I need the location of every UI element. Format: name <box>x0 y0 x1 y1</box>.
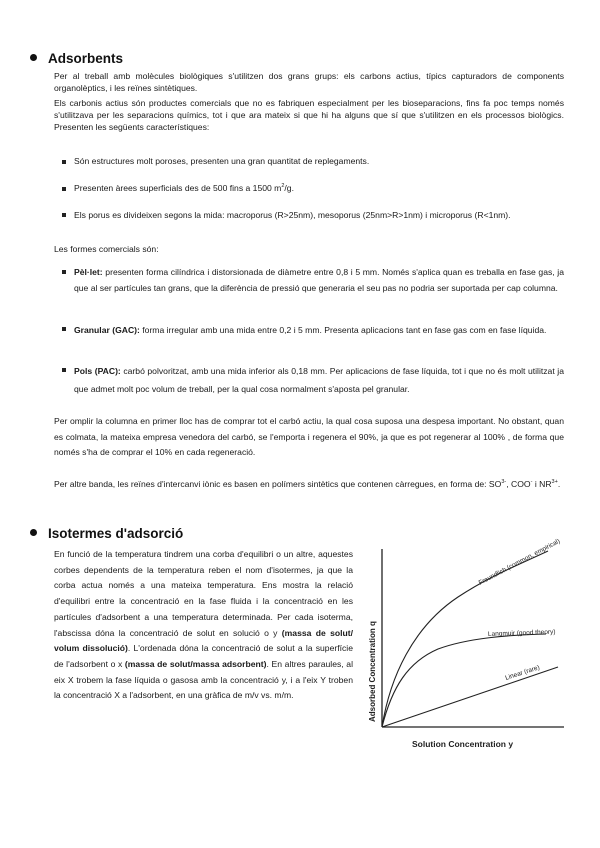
freundlich-label: Freundlich (common, empirical) <box>477 537 562 587</box>
bullet-dot-icon <box>30 529 37 536</box>
list-bullet-icon <box>62 213 66 217</box>
forms-intro: Les formes comercials són: <box>54 244 159 254</box>
isotherm-figure <box>368 537 568 757</box>
x-axis-label: Solution Concentration y <box>412 739 514 749</box>
feature-item-3: Els porus es divideixen segons la mida: macroporus (R>25nm), mesoporus (25nm>R>1nm) i microporus (R<1nm). <box>74 210 511 220</box>
langmuir-label: Langmuir (good theory) <box>487 628 556 638</box>
intro-paragraph-2: Els carbonis actius són productes comercials que no es fabriquen especialment per les bioseparacions, fins fa poc temps només s'utilitzava per les separacions químics, tot i que ara mateix si que hi ha alguns que sí que s'utilitzen en els processos biològics. Presenten les següents característiques: <box>54 98 564 132</box>
list-bullet-icon <box>62 187 66 191</box>
section-heading-adsorbents: Adsorbents <box>30 51 123 66</box>
intro-paragraph-1: Per al treball amb molècules biològiques s'utilitzen dos grans grups: els carbons actius, típics capturadors de components organolèptics, i les reïnes sintètiques. <box>54 71 564 93</box>
list-bullet-icon <box>62 327 66 331</box>
section-heading-isotherms: Isotermes d'adsorció <box>30 526 183 541</box>
list-bullet-icon <box>62 270 66 274</box>
isotherm-paragraph: En funció de la temperatura tindrem una corba d'equilibri o un altre, aquestes corbes dependents de la temperatura reben el nom d'isotermes, ja que la corba actua només a una mateixa temperatura. Ens mostra la relació d'equilibri entre la concentració en la fase fluida i la concentració en les partícules d'adsorbent a una temperatura determinada. Per cada isoterma, l'abscissa dóna la concentració de solut en solució o y (massa de solut/ volum dissolució). L'ordenada dóna la concentració de solut a la superfície de l'adsorbent o x (massa de solut/massa adsorbent). En altres paraules, al eix X trobem la fase líquida o gasosa amb la concentració y, i a l'eix Y troben la concentració X a l'adsorbent, en una gràfica de m/v vs. m/m. <box>54 549 353 701</box>
paragraph-resins: Per altre banda, les reïnes d'intercanvi iònic es basen en polímers sintètics que contenen càrregues, en forma de: $SO^{3-}$, COO- i $NR^{3+}$. <box>54 479 561 489</box>
list-bullet-icon <box>62 160 66 164</box>
form-item-pellet: Pèl·let: presenten forma cilíndrica i distorsionada de diàmetre entre 0,8 i 5 mm. Només s'aplica quan es treballa en fase gas, ja que al ser partícules tan grans, que la diferència de pressió que generaria el seu pas no podria ser suportada per cap columna. <box>74 267 564 293</box>
paragraph-column: Per omplir la columna en primer lloc has de comprar tot el carbó actiu, la qual cosa suposa una despesa important. No obstant, quan es colmata, la mateixa empresa venedora del carbó, se l'emporta i regenera el 90%, ja que es pot regenerar al 100% , de forma que només s'ha de comprar el 10% en cada regeneració. <box>54 416 564 457</box>
freundlich-curve <box>382 551 548 727</box>
list-bullet-icon <box>62 368 66 372</box>
y-axis-label: Adsorbed Concentration q <box>368 621 377 722</box>
form-item-pols: Pols (PAC): carbó polvoritzat, amb una mida inferior als 0,18 mm. Per aplicacions de fase líquida, tot i que no és molt utilitzat ja que admet molt poc volum de treball, per la qual cosa normalment s'aposta pel granular. <box>74 366 564 394</box>
isotherm-chart-svg <box>368 537 568 757</box>
form-item-granular: Granular (GAC): forma irregular amb una mida entre 0,2 i 5 mm. Presenta aplicacions tant en fase gas com en fase líquida. <box>74 325 547 335</box>
feature-item-2: Presenten àrees superficials des de 500 fins a 1500 $m^2/g$. <box>74 183 294 193</box>
linear-label: Linear (rare) <box>504 664 541 682</box>
bullet-dot-icon <box>30 54 37 61</box>
feature-item-1: Són estructures molt poroses, presenten una gran quantitat de replegaments. <box>74 156 370 166</box>
linear-curve <box>382 667 558 727</box>
langmuir-curve <box>382 634 546 727</box>
